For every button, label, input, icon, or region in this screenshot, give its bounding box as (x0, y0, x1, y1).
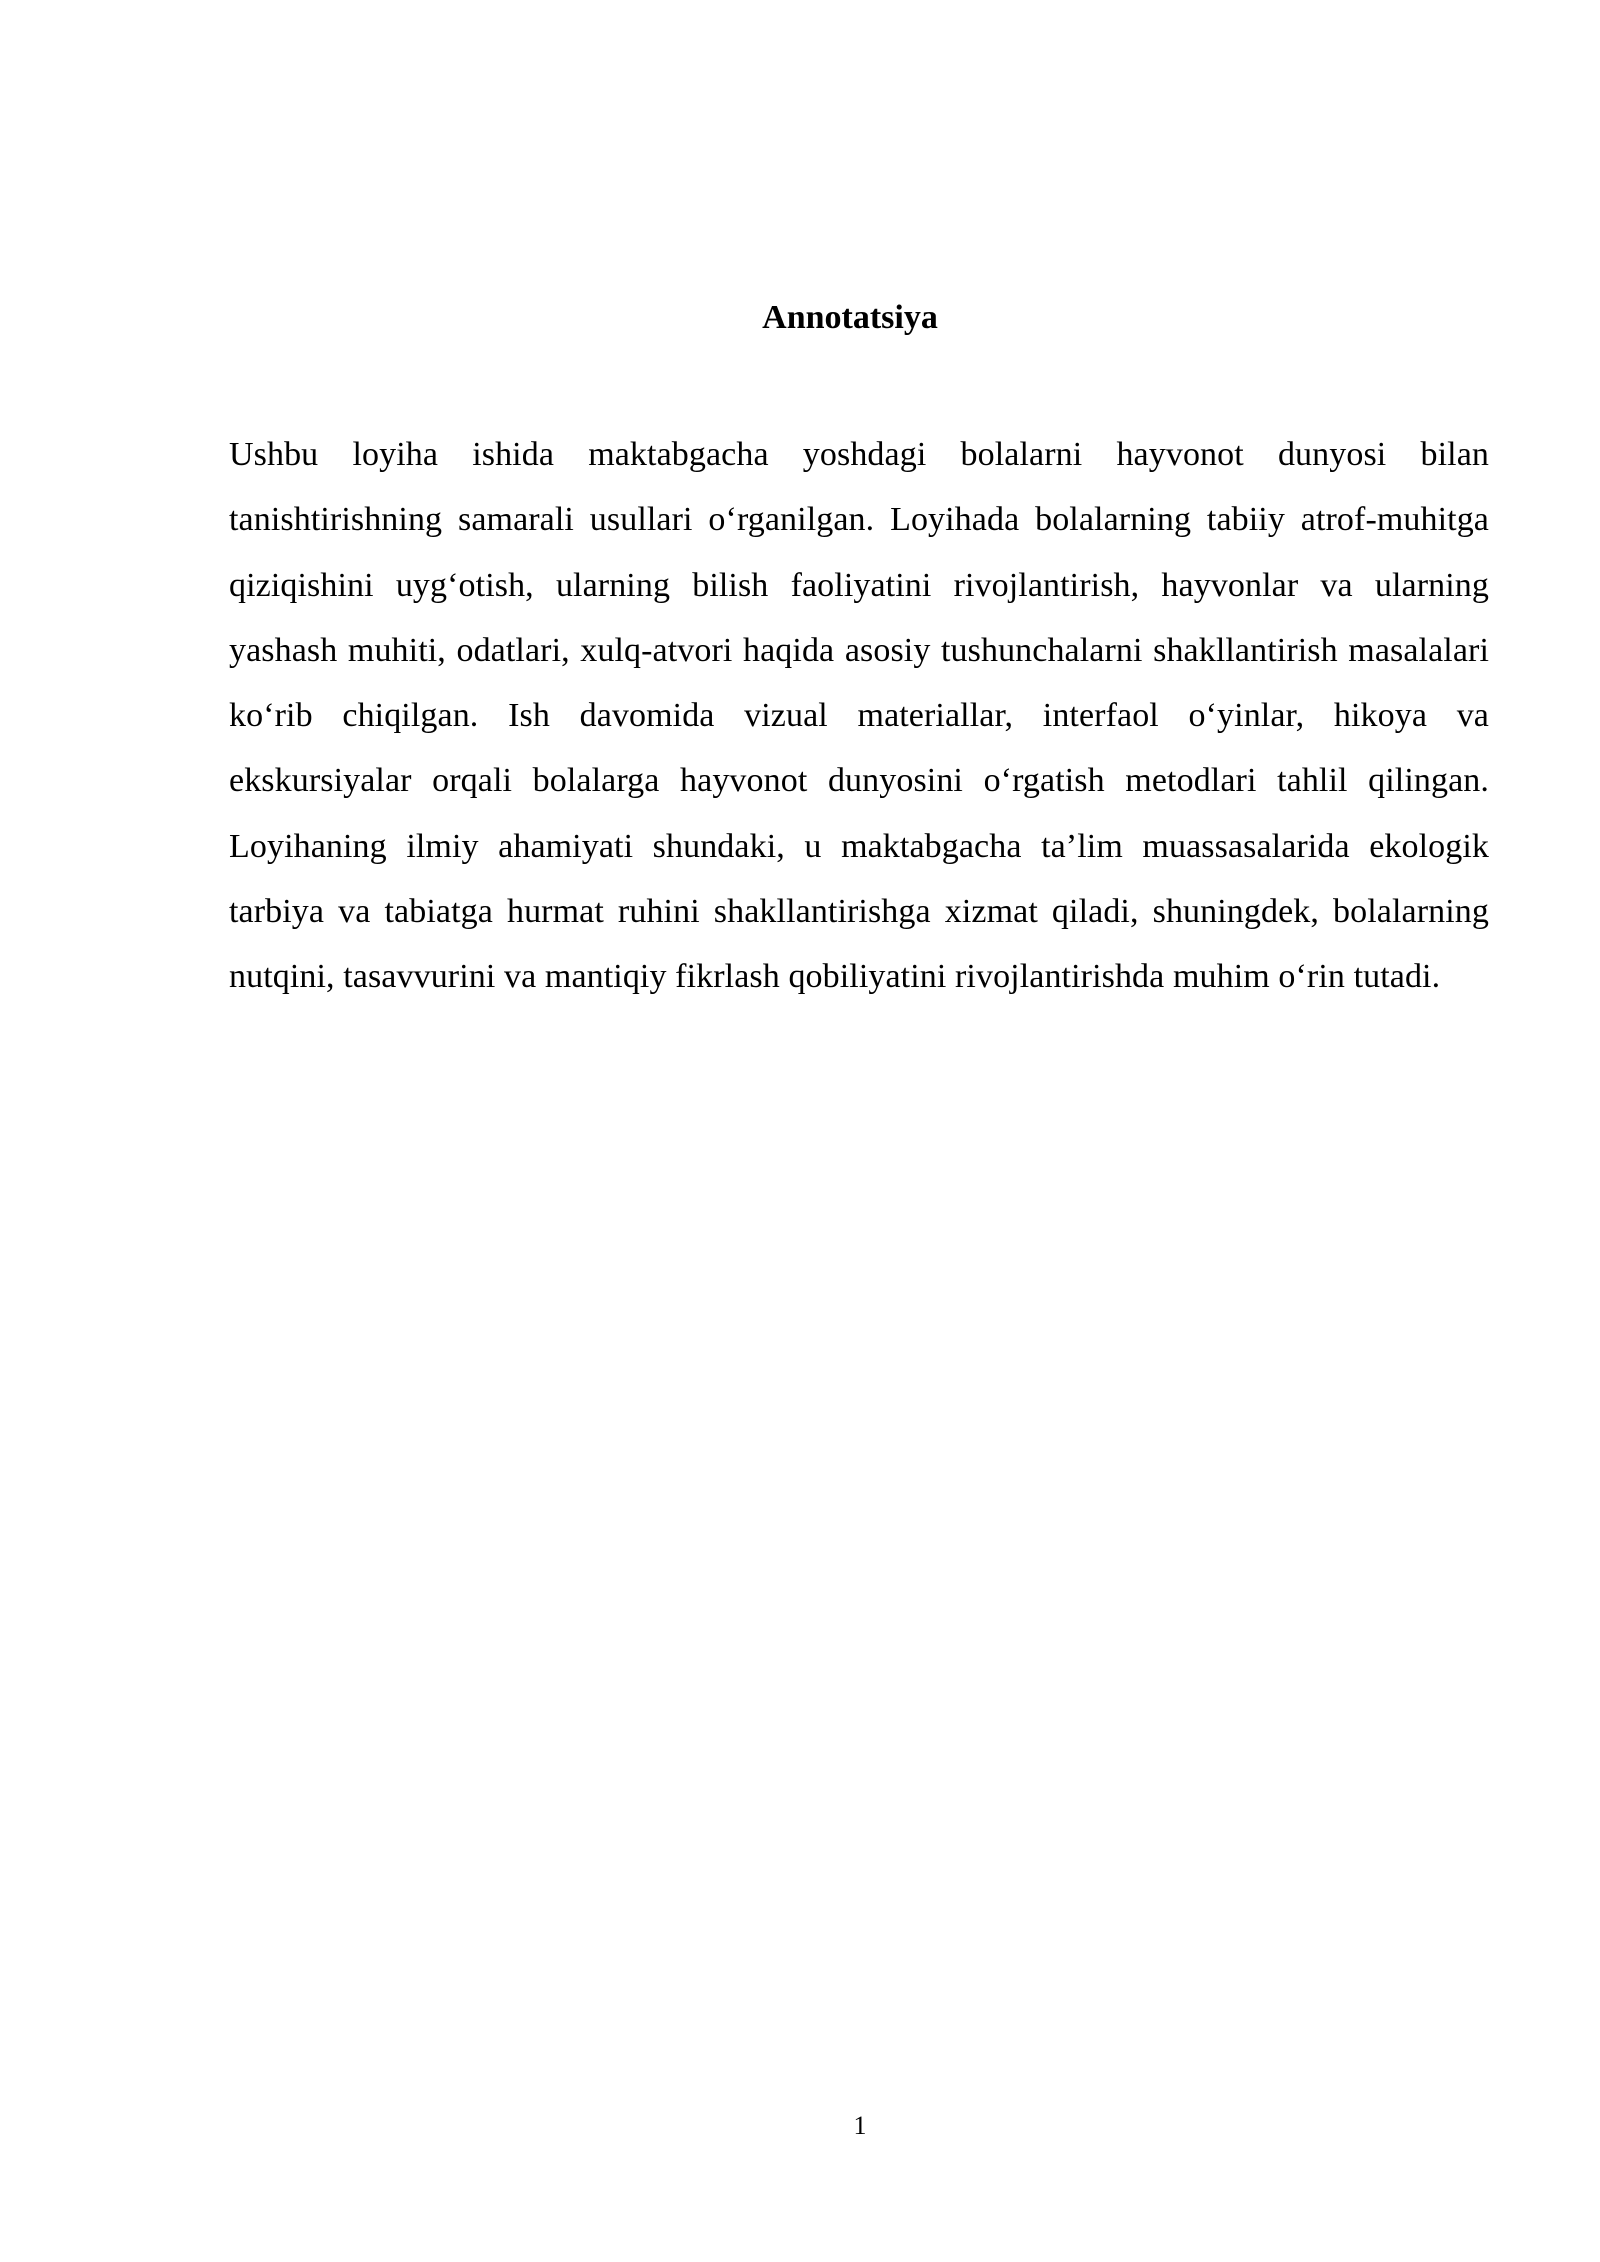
page-number: 1 (853, 2111, 867, 2140)
abstract-paragraph: Ushbu loyiha ishida maktabgacha yoshdagi bolalarni hayvonot dunyosi bilan tanishtirishning samarali usullari o‘rganilgan. Loyihada bolalarning tabiiy atrof-muhitga qiziqishini uyg‘otish, ularning bilish faoliyatini rivojlantirish, hayvonlar va ularning yashash muhiti, odatlari, xulq-atvori haqida asosiy tushunchalarni shakllantirish masalalari ko‘rib chiqilgan. Ish davomida vizual materiallar, interfaol o‘yinlar, hikoya va ekskursiyalar orqali bolalarga hayvonot dunyosini o‘rgatish metodlari tahlil qilingan. Loyihaning ilmiy ahamiyati shundaki, u maktabgacha ta’lim muassasalarida ekologik tarbiya va tabiatga hurmat ruhini shakllantirishga xizmat qiladi, shuningdek, bolalarning nutqini, tasavvurini va mantiqiy fikrlash qobiliyatini rivojlantirishda muhim o‘rin tutadi. (229, 436, 1489, 996)
page-title: Annotatsiya (762, 299, 938, 336)
